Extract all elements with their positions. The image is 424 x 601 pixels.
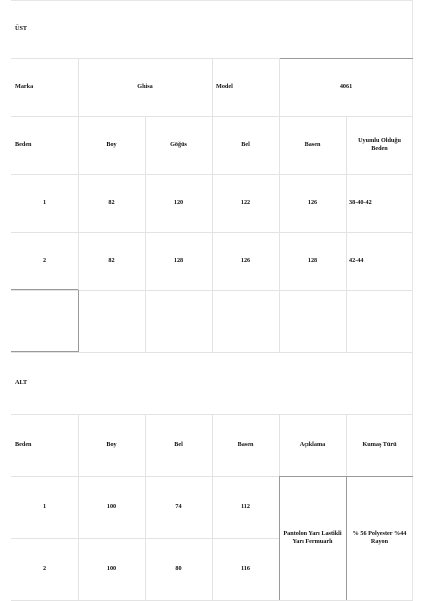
table-cell: 126 — [240, 256, 251, 264]
column-header: Basen — [237, 440, 254, 448]
model-label: Model — [216, 82, 233, 90]
size-chart-page — [11, 0, 413, 600]
column-header: Boy — [106, 140, 117, 148]
ust-title: ÜST — [15, 25, 28, 33]
table-cell: 1 — [42, 198, 47, 206]
table-cell: 112 — [241, 502, 250, 510]
aciklama-cell: Pantolon Yarı Lastikli Yarı Fermuarlı — [283, 529, 342, 545]
table-cell: 1 — [42, 502, 47, 510]
model-value: 4061 — [339, 82, 353, 90]
table-cell: 120 — [173, 198, 184, 206]
alt-title: ALT — [15, 378, 28, 386]
table-cell: 116 — [241, 564, 250, 572]
table-cell: 100 — [106, 564, 117, 572]
column-header: Kumaş Türü — [362, 440, 397, 448]
table-cell: 80 — [175, 564, 182, 572]
table-cell: 42-44 — [349, 256, 364, 264]
column-header: Uyumlu Olduğu Beden — [358, 136, 401, 152]
table-cell: 122 — [240, 198, 251, 206]
table-cell: 82 — [108, 198, 115, 206]
column-header: Basen — [304, 140, 321, 148]
grid-line-dark — [78, 290, 79, 352]
table-cell: 2 — [42, 256, 47, 264]
table-cell: 74 — [175, 502, 182, 510]
column-header: Beden — [15, 440, 32, 448]
table-cell: 128 — [173, 256, 184, 264]
column-header: Beden — [15, 140, 32, 148]
kumas-cell: % 56 Polyester %44 Rayon — [352, 529, 407, 545]
marka-value: Ghisa — [137, 82, 153, 90]
column-header: Bel — [241, 140, 250, 148]
table-cell: 2 — [42, 564, 47, 572]
column-header: Bel — [174, 440, 183, 448]
column-header: Boy — [106, 440, 117, 448]
grid-line-dark — [346, 476, 347, 600]
column-header: Açıklama — [299, 440, 326, 448]
column-header: Göğüs — [170, 140, 187, 148]
grid-line-dark — [279, 476, 280, 600]
table-cell: 38-40-42 — [349, 198, 372, 206]
table-cell: 128 — [307, 256, 318, 264]
table-cell: 100 — [106, 502, 117, 510]
marka-label: Marka — [15, 82, 34, 90]
table-cell: 126 — [307, 198, 318, 206]
table-cell: 82 — [108, 256, 115, 264]
